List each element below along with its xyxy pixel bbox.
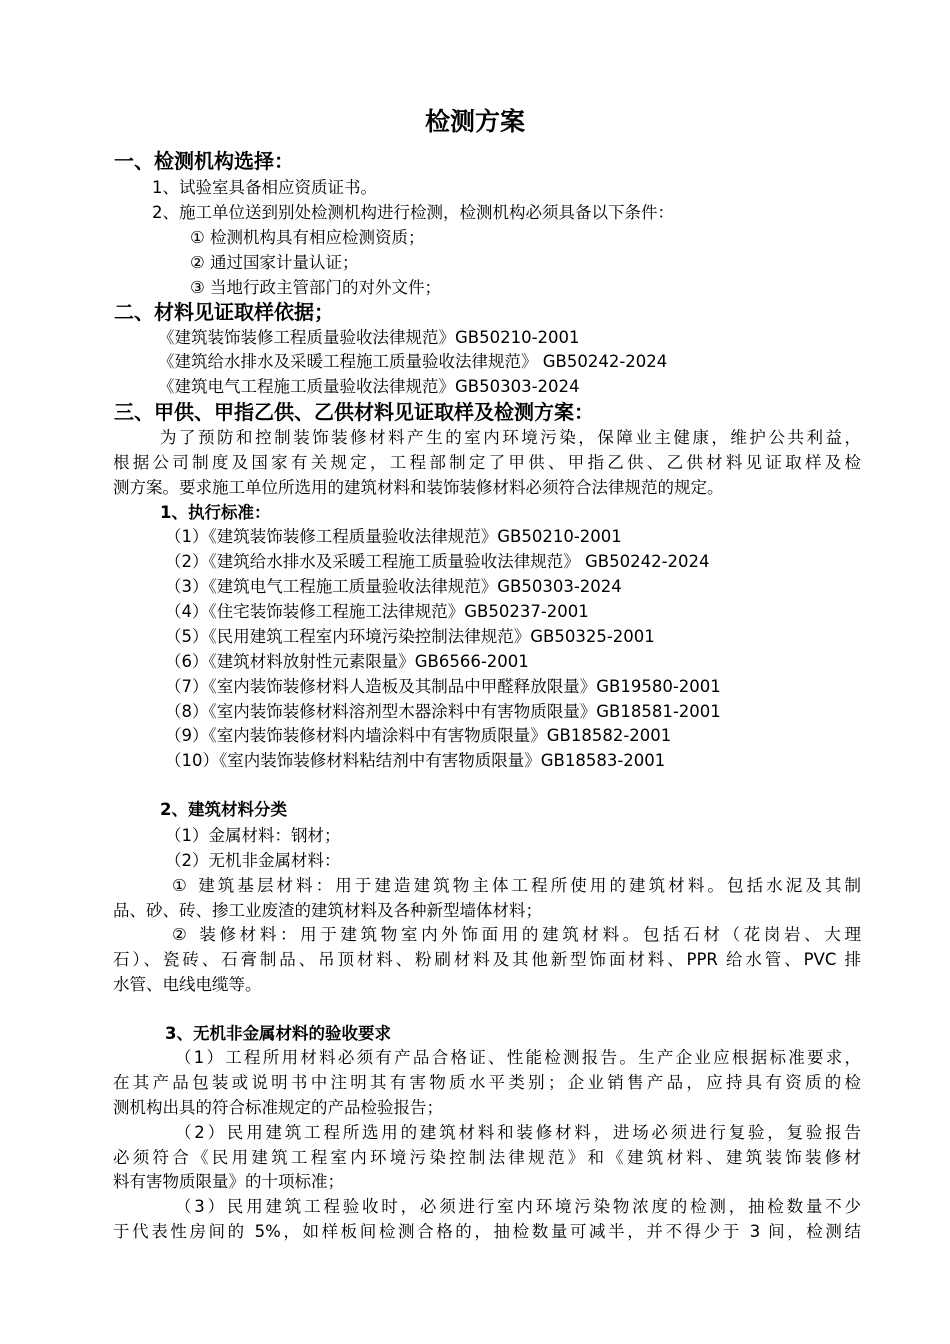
requirement-line: 必须符合《民用建筑工程室内环境污染控制法律规范》和《建筑材料、建筑装饰装修材 xyxy=(113,1148,861,1167)
standards-heading: 1、执行标准： xyxy=(160,503,271,522)
standard-item: （8）《室内装饰装修材料溶剂型木器涂料中有害物质限量》GB18581-2001 xyxy=(165,702,721,721)
class-metal: （1）金属材料：钢材； xyxy=(165,826,341,845)
section1-cond1: ① 检测机构具有相应检测资质； xyxy=(190,228,425,247)
base-material-line: ① 建筑基层材料：用于建造建筑物主体工程所使用的建筑材料。包括水泥及其制 xyxy=(172,876,861,895)
requirement-line: 于代表性房间的 5%，如样板间检测合格的，抽检数量可减半，并不得少于 3 间，检测结 xyxy=(113,1222,861,1241)
standard-item: （3）《建筑电气工程施工质量验收法律规范》GB50303-2024 xyxy=(165,577,622,596)
standard-item: （10）《室内装饰装修材料粘结剂中有害物质限量》GB18583-2001 xyxy=(165,751,666,770)
finish-material-line: 水管、电线电缆等。 xyxy=(113,975,262,994)
requirement-line: 料有害物质限量》的十项标准； xyxy=(113,1172,344,1191)
section1-cond3: ③ 当地行政主管部门的对外文件； xyxy=(190,278,442,297)
section1-item2: 2、施工单位送到别处检测机构进行检测，检测机构必须具备以下条件： xyxy=(152,203,674,222)
section1-heading: 一、检测机构选择： xyxy=(114,149,294,173)
section1-cond2: ② 通过国家计量认证； xyxy=(190,253,359,272)
section2-ref: 《建筑给水排水及采暖工程施工质量验收法律规范》 GB50242-2024 xyxy=(158,352,668,371)
acceptance-heading: 3、无机非金属材料的验收要求 xyxy=(165,1024,391,1043)
section2-ref: 《建筑装饰装修工程质量验收法律规范》GB50210-2001 xyxy=(158,328,580,347)
standard-item: （6）《建筑材料放射性元素限量》GB6566-2001 xyxy=(165,652,529,671)
standard-item: （7）《室内装饰装修材料人造板及其制品中甲醛释放限量》GB19580-2001 xyxy=(165,677,721,696)
intro-line: 根据公司制度及国家有关规定，工程部制定了甲供、甲指乙供、乙供材料见证取样及检 xyxy=(113,453,861,472)
base-material-line: 品、砂、砖、掺工业废渣的建筑材料及各种新型墙体材料； xyxy=(113,901,542,920)
standard-item: （9）《室内装饰装修材料内墙涂料中有害物质限量》GB18582-2001 xyxy=(165,726,672,745)
intro-line: 测方案。要求施工单位所选用的建筑材料和装饰装修材料必须符合法律规范的规定。 xyxy=(113,478,724,497)
standard-item: （1）《建筑装饰装修工程质量验收法律规范》GB50210-2001 xyxy=(165,527,622,546)
requirement-line: 测机构出具的符合标准规定的产品检验报告； xyxy=(113,1098,443,1117)
section2-ref: 《建筑电气工程施工质量验收法律规范》GB50303-2024 xyxy=(158,377,580,396)
requirement-line: （2）民用建筑工程所选用的建筑材料和装修材料，进场必须进行复验，复验报告 xyxy=(175,1123,861,1142)
requirement-line: （3）民用建筑工程验收时，必须进行室内环境污染物浓度的检测，抽检数量不少 xyxy=(175,1197,861,1216)
standard-item: （4）《住宅装饰装修工程施工法律规范》GB50237-2001 xyxy=(165,602,589,621)
finish-material-line: ② 装修材料：用于建筑物室内外饰面用的建筑材料。包括石材（花岗岩、大理 xyxy=(172,925,861,944)
standard-item: （2）《建筑给水排水及采暖工程施工质量验收法律规范》 GB50242-2024 xyxy=(165,552,710,571)
intro-line: 为了预防和控制装饰装修材料产生的室内环境污染，保障业主健康，维护公共利益， xyxy=(160,428,861,447)
class-nonmetal: （2）无机非金属材料： xyxy=(165,851,341,870)
standard-item: （5）《民用建筑工程室内环境污染控制法律规范》GB50325-2001 xyxy=(165,627,655,646)
section1-item1: 1、试验室具备相应资质证书。 xyxy=(152,178,377,197)
section3-heading: 三、甲供、甲指乙供、乙供材料见证取样及检测方案： xyxy=(114,400,594,424)
requirement-line: 在其产品包装或说明书中注明其有害物质水平类别；企业销售产品，应持具有资质的检 xyxy=(113,1073,861,1092)
finish-material-line: 石）、瓷砖、石膏制品、吊顶材料、粉刷材料及其他新型饰面材料、PPR 给水管、PVC 排 xyxy=(113,950,861,969)
requirement-line: （1）工程所用材料必须有产品合格证、性能检测报告。生产企业应根据标准要求， xyxy=(175,1048,861,1067)
classification-heading: 2、建筑材料分类 xyxy=(160,800,287,819)
document-title: 检测方案 xyxy=(424,107,525,136)
section2-heading: 二、材料见证取样依据； xyxy=(114,300,334,324)
